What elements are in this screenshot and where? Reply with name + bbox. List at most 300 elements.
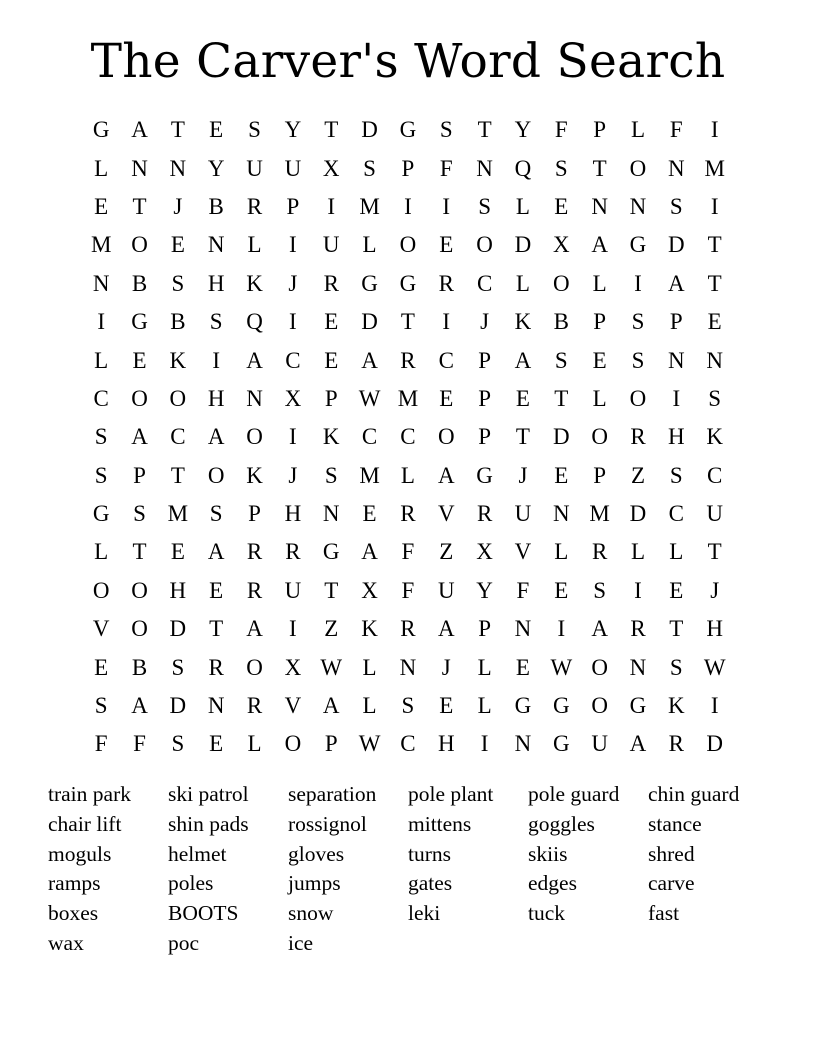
grid-letter: P (133, 462, 146, 488)
grid-letter: E (362, 501, 377, 527)
grid-letter: G (514, 693, 532, 719)
grid-letter: D (706, 731, 723, 757)
grid-letter: O (591, 654, 608, 680)
grid-letter: R (246, 693, 263, 719)
word-list-item: leki (408, 901, 441, 926)
grid-letter: A (629, 731, 647, 757)
grid-letter: S (401, 693, 415, 719)
grid-letter: C (438, 347, 454, 373)
grid-letter: W (703, 654, 726, 680)
grid-letter: X (361, 577, 378, 603)
word-list-item: ramps (48, 871, 101, 896)
grid-letter: T (515, 424, 530, 450)
word-list-item: fast (648, 901, 680, 926)
grid-letter: A (361, 539, 378, 565)
grid-letter: M (167, 501, 189, 527)
grid-letter: B (170, 309, 186, 335)
grid-letter: R (438, 270, 454, 296)
grid-letter: T (554, 385, 569, 411)
grid-letter: D (169, 616, 187, 642)
grid-letter: X (552, 232, 570, 258)
grid-letter: I (672, 385, 681, 411)
grid-letter: L (400, 462, 415, 488)
grid-row (82, 687, 734, 725)
grid-letter: O (246, 654, 263, 680)
grid-letter: I (710, 193, 719, 219)
grid-letter: T (132, 539, 147, 565)
word-list-item: train park (48, 782, 131, 806)
grid-letter: T (170, 462, 185, 488)
grid-row (82, 648, 734, 686)
word-list-item: poc (168, 930, 200, 955)
grid-letter: I (97, 309, 105, 335)
grid-letter: U (284, 155, 302, 181)
grid-letter: Y (207, 155, 225, 181)
grid-letter: F (94, 731, 108, 757)
grid-letter: S (94, 424, 108, 450)
grid-letter: N (131, 155, 148, 181)
grid-letter: J (441, 654, 451, 680)
grid-letter: L (362, 693, 377, 719)
grid-letter: P (478, 424, 491, 450)
grid-letter: O (131, 577, 148, 603)
word-list-item: separation (288, 782, 377, 806)
grid-letter: L (515, 270, 530, 296)
grid-letter: I (634, 270, 642, 296)
grid-letter: S (669, 193, 683, 219)
grid-letter: R (591, 539, 608, 565)
grid-letter: S (209, 501, 223, 527)
grid-letter: R (400, 347, 416, 373)
grid-letter: O (629, 155, 647, 181)
grid-letter: T (170, 117, 185, 143)
word-list-item: carve (648, 871, 695, 896)
grid-letter: Q (514, 155, 532, 181)
grid-letter: E (439, 232, 454, 258)
grid-letter: N (668, 155, 685, 181)
grid-letter: A (131, 424, 148, 450)
grid-letter: G (476, 462, 493, 488)
grid-letter: Z (439, 539, 454, 565)
word-list-item: turns (408, 841, 451, 866)
word-list-item: snow (288, 901, 334, 926)
grid-letter: P (324, 385, 338, 411)
grid-letter: I (289, 424, 297, 450)
grid-letter: C (285, 347, 301, 373)
grid-letter: Y (514, 117, 532, 143)
grid-letter: D (552, 424, 570, 450)
grid-letter: K (322, 424, 340, 450)
grid-letter: L (94, 347, 109, 373)
grid-letter: D (361, 309, 378, 335)
grid-letter: T (209, 616, 224, 642)
grid-letter: L (247, 232, 262, 258)
grid-letter: H (706, 616, 723, 642)
grid-letter: O (131, 385, 148, 411)
grid-letter: S (554, 347, 568, 373)
grid-letter: I (404, 193, 412, 219)
grid-letter: E (170, 539, 185, 565)
grid-letter: W (358, 385, 381, 411)
grid-letter: A (437, 462, 455, 488)
page-title: The Carver's Word Search (90, 34, 726, 89)
grid-letter: S (631, 347, 645, 373)
grid-letter: L (630, 117, 646, 143)
grid-letter: O (131, 232, 148, 258)
word-list-item: moguls (48, 841, 112, 866)
grid-letter: G (552, 693, 570, 719)
grid-letter: T (324, 117, 339, 143)
grid-letter: K (706, 424, 723, 450)
grid-letter: C (170, 424, 186, 450)
grid-letter: P (669, 309, 683, 335)
grid-row (82, 341, 734, 379)
grid-letter: S (94, 693, 108, 719)
grid-letter: F (554, 117, 568, 143)
grid-letter: H (207, 270, 225, 296)
grid-letter: L (515, 193, 530, 219)
grid-letter: C (400, 424, 416, 450)
grid-letter: L (362, 654, 377, 680)
grid-letter: U (706, 501, 723, 527)
grid-letter: O (207, 462, 225, 488)
grid-letter: R (285, 539, 301, 565)
grid-letter: O (552, 270, 570, 296)
grid-letter: L (94, 155, 109, 181)
grid-row (82, 418, 734, 456)
grid-letter: Z (324, 616, 339, 642)
grid-letter: K (514, 309, 532, 335)
grid-letter: A (131, 117, 148, 143)
grid-letter: E (554, 462, 569, 488)
grid-letter: U (246, 155, 263, 181)
grid-letter: E (132, 347, 147, 373)
word-list-item: chin guard (648, 782, 740, 806)
grid-letter: X (476, 539, 493, 565)
grid-letter: A (437, 616, 455, 642)
grid-letter: W (550, 654, 573, 680)
grid-letter: H (437, 731, 455, 757)
grid-letter: C (93, 385, 109, 411)
grid-letter: E (439, 693, 454, 719)
grid-letter: O (131, 616, 148, 642)
grid-letter: I (442, 309, 451, 335)
grid-letter: O (169, 385, 187, 411)
grid-letter: I (212, 347, 221, 373)
grid-letter: M (359, 462, 380, 488)
grid-letter: N (246, 385, 263, 411)
grid-letter: O (284, 731, 302, 757)
grid-letter: Q (246, 309, 263, 335)
grid-letter: P (401, 155, 415, 181)
word-list-item: ice (288, 930, 314, 955)
grid-row (82, 610, 734, 648)
grid-letter: O (476, 232, 493, 258)
grid-letter: B (553, 309, 569, 335)
grid-letter: I (710, 117, 719, 143)
grid-letter: A (131, 693, 148, 719)
grid-letter: E (170, 232, 185, 258)
grid-letter: O (591, 424, 608, 450)
grid-letter: T (707, 270, 722, 296)
grid-letter: P (478, 616, 491, 642)
grid-letter: E (94, 654, 109, 680)
word-list-item: shin pads (168, 811, 249, 836)
grid-letter: J (710, 577, 720, 603)
word-list-item: skiis (528, 841, 568, 866)
grid-letter: P (248, 501, 261, 527)
word-list-item: pole guard (528, 782, 620, 806)
grid-letter: F (439, 155, 453, 181)
grid-letter: N (399, 654, 417, 680)
grid-letter: B (131, 270, 148, 296)
word-list-item: stance (648, 811, 702, 836)
grid-letter: D (629, 501, 647, 527)
grid-letter: O (246, 424, 263, 450)
grid-letter: H (668, 424, 685, 450)
grid-letter: H (284, 501, 302, 527)
grid-letter: N (322, 501, 340, 527)
grid-letter: N (591, 193, 608, 219)
word-list-item: shred (648, 841, 695, 866)
grid-letter: R (246, 539, 263, 565)
grid-letter: R (246, 577, 263, 603)
grid-letter: R (246, 193, 263, 219)
grid-letter: S (554, 155, 568, 181)
grid-letter: B (208, 193, 224, 219)
word-list-item: tuck (528, 901, 566, 926)
grid-letter: P (593, 309, 607, 335)
grid-letter: P (324, 731, 338, 757)
grid-row (82, 572, 734, 610)
word-list-item: mittens (408, 811, 472, 836)
grid-letter: J (288, 462, 298, 488)
grid-letter: I (442, 193, 451, 219)
word-list-item: jumps (288, 871, 341, 896)
grid-letter: Y (284, 117, 302, 143)
grid-letter: V (284, 693, 302, 719)
grid-letter: P (478, 347, 491, 373)
grid-letter: G (92, 117, 110, 143)
grid-letter: P (593, 462, 607, 488)
grid-letter: N (629, 654, 647, 680)
grid-letter: M (589, 501, 610, 527)
grid-letter: W (358, 731, 381, 757)
grid-letter: J (480, 309, 490, 335)
grid-letter: A (207, 539, 225, 565)
grid-letter: T (707, 232, 722, 258)
grid-letter: D (668, 232, 685, 258)
grid-letter: S (478, 193, 491, 219)
word-list-item: rossignol (288, 811, 367, 836)
grid-letter: F (133, 731, 146, 757)
grid-letter: E (94, 193, 109, 219)
grid-row (82, 725, 734, 763)
grid-letter: R (476, 501, 493, 527)
grid-letter: C (361, 424, 378, 450)
grid-letter: Z (630, 462, 646, 488)
grid-letter: S (669, 654, 683, 680)
grid-letter: T (669, 616, 684, 642)
grid-letter: S (669, 462, 683, 488)
grid-letter: I (289, 616, 297, 642)
grid-letter: S (171, 270, 185, 296)
grid-letter: K (668, 693, 685, 719)
grid-letter: F (401, 539, 415, 565)
grid-letter: N (92, 270, 110, 296)
grid-letter: F (401, 577, 415, 603)
grid-letter: L (592, 385, 607, 411)
grid-letter: G (92, 501, 110, 527)
letter-grid (82, 111, 734, 764)
grid-letter: K (169, 347, 187, 373)
grid-letter: O (437, 424, 455, 450)
grid-letter: M (359, 193, 380, 219)
grid-letter: L (630, 539, 646, 565)
grid-letter: U (322, 232, 340, 258)
grid-letter: E (209, 577, 224, 603)
grid-letter: R (668, 731, 684, 757)
grid-letter: X (284, 385, 302, 411)
grid-letter: O (591, 693, 608, 719)
word-list-item: pole plant (408, 782, 494, 806)
grid-letter: E (515, 654, 530, 680)
grid-letter: A (361, 347, 378, 373)
word-list-item: ski patrol (168, 782, 249, 806)
grid-letter: L (477, 693, 492, 719)
grid-letter: C (668, 501, 684, 527)
grid-letter: E (209, 117, 224, 143)
grid-letter: E (554, 577, 569, 603)
grid-letter: K (246, 462, 263, 488)
grid-letter: N (668, 347, 685, 373)
grid-letter: U (514, 501, 532, 527)
grid-letter: S (171, 731, 185, 757)
grid-letter: L (592, 270, 607, 296)
grid-letter: E (324, 347, 339, 373)
grid-letter: A (246, 616, 263, 642)
grid-letter: H (207, 385, 225, 411)
grid-row (82, 149, 734, 187)
grid-letter: G (399, 270, 417, 296)
grid-letter: N (514, 616, 532, 642)
grid-letter: D (361, 117, 378, 143)
grid-letter: U (591, 731, 608, 757)
word-list-item: chair lift (48, 811, 122, 836)
grid-letter: O (629, 385, 647, 411)
grid-letter: S (248, 117, 261, 143)
grid-letter: T (400, 309, 415, 335)
grid-letter: A (207, 424, 225, 450)
grid-letter: X (284, 654, 302, 680)
grid-letter: R (400, 501, 416, 527)
grid-letter: W (320, 654, 343, 680)
grid-letter: S (209, 309, 223, 335)
grid-letter: P (286, 193, 300, 219)
grid-letter: N (514, 731, 532, 757)
grid-letter: R (208, 654, 224, 680)
grid-letter: L (362, 232, 377, 258)
grid-letter: S (171, 654, 185, 680)
word-list-item: wax (48, 930, 84, 955)
grid-letter: A (246, 347, 263, 373)
grid-letter: T (324, 577, 339, 603)
grid-letter: I (480, 731, 489, 757)
grid-letter: A (591, 232, 608, 258)
grid-letter: U (437, 577, 455, 603)
grid-row (82, 265, 734, 303)
grid-letter: D (514, 232, 532, 258)
grid-letter: R (400, 616, 416, 642)
word-list (48, 780, 788, 959)
grid-row (82, 380, 734, 418)
grid-letter: I (557, 616, 566, 642)
grid-letter: N (207, 693, 225, 719)
grid-letter: N (552, 501, 570, 527)
grid-letter: O (92, 577, 110, 603)
grid-letter: F (516, 577, 530, 603)
grid-row (82, 111, 734, 149)
grid-letter: L (669, 539, 684, 565)
grid-letter: N (706, 347, 723, 373)
grid-row (82, 533, 734, 571)
grid-letter: I (289, 309, 297, 335)
grid-letter: H (169, 577, 187, 603)
word-list-item: boxes (48, 901, 99, 926)
grid-letter: L (477, 654, 492, 680)
grid-letter: E (554, 193, 569, 219)
grid-letter: R (323, 270, 339, 296)
grid-letter: X (322, 155, 340, 181)
grid-letter: S (94, 462, 108, 488)
grid-letter: L (247, 731, 262, 757)
grid-letter: S (363, 155, 376, 181)
grid-letter: K (361, 616, 378, 642)
grid-letter: N (476, 155, 493, 181)
grid-letter: C (476, 270, 493, 296)
word-list-item: edges (528, 871, 577, 896)
word-list-item: helmet (168, 841, 227, 866)
grid-letter: S (439, 117, 453, 143)
grid-letter: G (399, 117, 417, 143)
grid-letter: S (593, 577, 607, 603)
grid-letter: T (707, 539, 722, 565)
grid-letter: J (518, 462, 528, 488)
grid-letter: J (173, 193, 183, 219)
grid-letter: G (629, 232, 647, 258)
grid-letter: S (708, 385, 722, 411)
grid-letter: S (133, 501, 146, 527)
grid-letter: Y (476, 577, 493, 603)
grid-letter: N (207, 232, 225, 258)
grid-row (82, 226, 734, 264)
grid-letter: I (710, 693, 719, 719)
grid-letter: I (634, 577, 642, 603)
grid-letter: I (289, 232, 297, 258)
grid-letter: S (324, 462, 338, 488)
grid-letter: C (400, 731, 416, 757)
grid-letter: V (92, 616, 110, 642)
word-list-item: goggles (528, 811, 595, 836)
grid-letter: G (552, 731, 570, 757)
word-list-item: gates (408, 871, 453, 896)
grid-letter: G (361, 270, 378, 296)
grid-letter: M (90, 232, 112, 258)
grid-letter: T (477, 117, 492, 143)
grid-letter: E (515, 385, 530, 411)
word-list-item: BOOTS (168, 901, 239, 926)
grid-letter: E (324, 309, 339, 335)
